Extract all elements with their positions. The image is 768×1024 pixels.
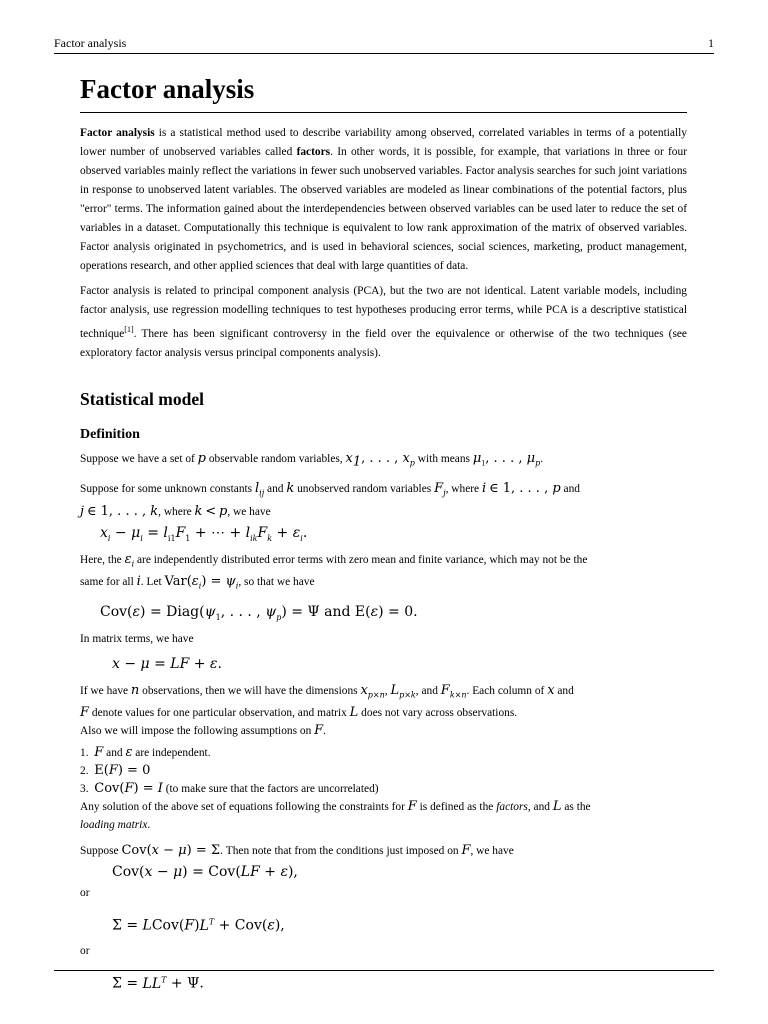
page-number: 1 (708, 36, 714, 50)
def-line-6: In matrix terms, we have (80, 632, 194, 645)
header-rule (54, 53, 714, 54)
section-heading: Statistical model (80, 388, 204, 409)
citation-1[interactable]: [1] (124, 325, 134, 334)
assumption-2: 2. E(F) = 0 (80, 763, 151, 779)
def-line-1: Suppose we have a set of p observable random variables, $x_1$, . . . , $x_p$ with means $\mu_1$, . . . , $\mu_p$. (80, 450, 544, 470)
header-title: Factor analysis (54, 36, 127, 50)
factors-term: factors (296, 146, 331, 158)
equation-matrix: x − μ = LF + ε. (112, 655, 222, 672)
def-line-3: j ∈ 1, . . . , k, where k < p, we have (80, 503, 271, 519)
def-line-7: If we have n observations, then we will have the dimensions $x_{p\times n}$, $L_{p\times k}$, and $F_{k\times n}$. Each column of x and (80, 682, 574, 700)
footer-rule (54, 970, 714, 971)
page-content (80, 72, 687, 996)
intro-text-b: . In other words, it is possible, for example, that variations in three or four observed variables mainly reflect the variations in fewer such unobserved variables. Factor analysis searches for such joint variations in response to unobserved latent variables. The observed variables are modeled as linear combinations of the potential factors, plus "error" terms. The information gained about the interdependencies between observed variables can be used later to reduce the set of variables in a dataset. Computationally this technique is equivalent to low rank approximation of the matrix of observed variables. Factor analysis originated in psychometrics, and is used in behavioral sciences, social sciences, marketing, product management, operations research, and other applied sciences that deal with large quantities of data. (80, 146, 687, 272)
lead-term: Factor analysis (80, 127, 155, 139)
intro-paragraph-1 (80, 124, 687, 276)
def-line-12: Suppose Cov(x − μ) = Σ. Then note that from the conditions just imposed on F, we have (80, 843, 514, 859)
def-line-9: Also we will impose the following assumptions on F. (80, 723, 327, 739)
subsection-heading: Definition (80, 426, 140, 442)
intro-paragraph-2 (80, 282, 687, 363)
or-1: or (80, 887, 90, 900)
assumption-1: 1. F and ε are independent. (80, 745, 211, 761)
equation-cov-2: $\Sigma = LCov(F)L^T + Cov(\varepsilon)$, (112, 917, 285, 935)
page-title: Factor analysis (80, 72, 687, 113)
equation-covariance: $Cov(\varepsilon) = Diag(\psi_1$, . . . , $\psi_p) = \Psi$ and E(ε) = 0. (100, 603, 418, 622)
equation-cov-3: $\Sigma = LL^T + \Psi$. (112, 975, 204, 992)
def-line-2: Suppose for some unknown constants $l_{ij}$ and k unobserved random variables $F_j$, where i ∈ 1, . . . , p and (80, 481, 580, 498)
running-header (54, 36, 714, 51)
or-2: or (80, 945, 90, 958)
def-line-5: same for all i. Let $Var(\varepsilon_i) = \psi_i$, so that we have (80, 574, 315, 591)
def-line-10: Any solution of the above set of equations following the constraints for F is defined as the factors, and L as the (80, 799, 591, 815)
def-line-11: loading matrix. (80, 819, 151, 832)
intro2-text-b: . There has been significant controversy in the field over the equivalence or otherwise of the two techniques (see exploratory factor analysis versus principal components analysis). (80, 327, 687, 359)
intro-text-a: is a statistical method used to describe variability among observed, correlated variables in terms of a potentially lower number of unobserved variables called (80, 127, 687, 158)
intro2-text-a: Factor analysis is related to principal component analysis (PCA), but the two are not identical. Latent variable models, including factor analysis, use regression modelling techniques to test hypotheses producing error terms, while PCA is a descriptive statistical technique (80, 285, 687, 340)
def-line-4: Here, the $\varepsilon_i$ are independently distributed error terms with zero mean and finite variance, which may not be the (80, 551, 588, 569)
equation-model: $x_i - \mu_i = l_{i1}F_1$ + ⋯ + $l_{ik}F_k + \varepsilon_i$. (100, 524, 308, 543)
assumption-3: 3. Cov(F) = I (to make sure that the factors are uncorrelated) (80, 781, 379, 797)
equation-cov-1: Cov(x − μ) = Cov(LF + ε), (112, 864, 298, 881)
def-line-8: F denote values for one particular observation, and matrix L does not vary across observations. (80, 705, 518, 721)
